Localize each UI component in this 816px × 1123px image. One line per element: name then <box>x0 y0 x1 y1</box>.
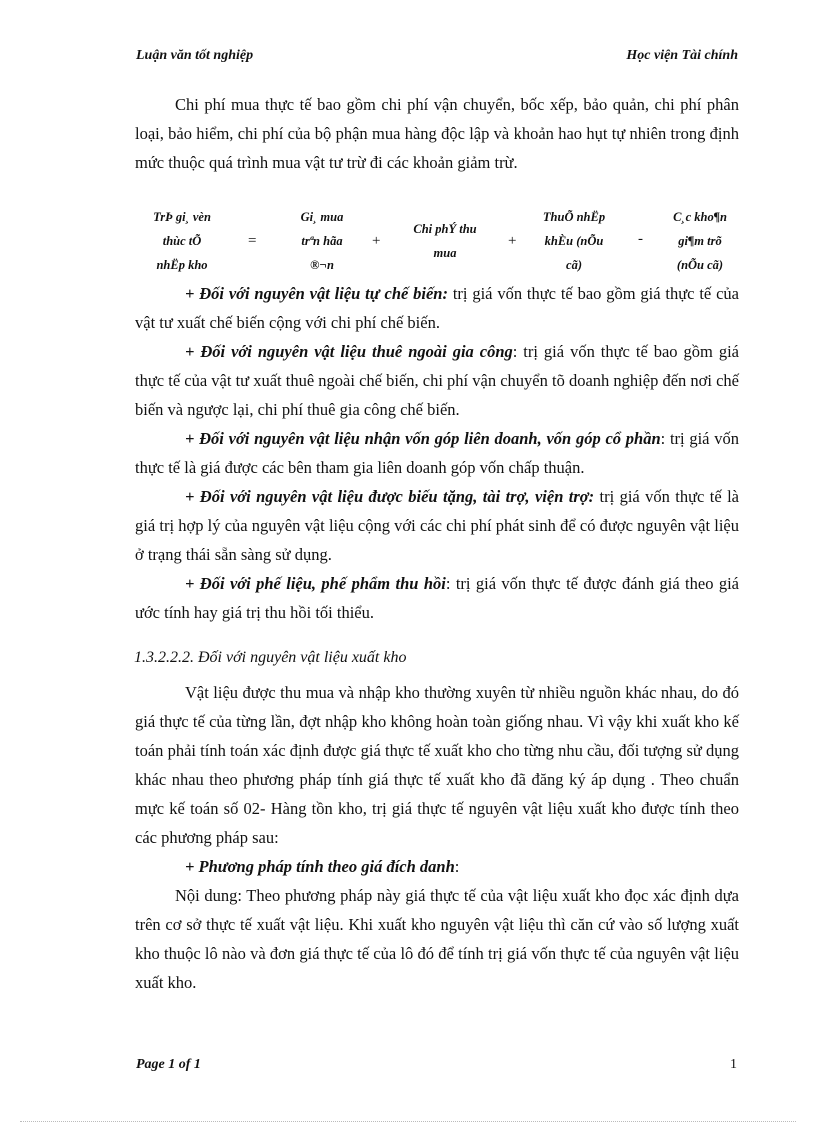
valuation-items <box>135 279 739 627</box>
item-self-processed: + Đối với nguyên vật liệu tự chế biến: trị giá vốn thực tế bao gồm giá thực tế của vật tư xuất chế biến cộng với chi phí chế biến. <box>135 284 739 332</box>
page-header <box>136 48 738 70</box>
formula-plus-2: + <box>508 233 517 249</box>
valuation-formula <box>132 205 742 277</box>
item-scrap: + Đối với phế liệu, phế phẩm thu hồi: trị giá vốn thực tế được đánh giá theo giá ước tính hay giá trị thu hồi tối thiểu. <box>135 574 740 622</box>
footer-page-number: 1 <box>730 1057 737 1072</box>
paragraph-method-content: Nội dung: Theo phương pháp này giá thực tế của vật liệu xuất kho đọc xác định dựa trên cơ sở thực tế xuất vật liệu. Khi xuất kho nguyên vật liệu thì căn cứ vào số lượng xuất kho thuộc lô nào và đơn giá thực tế của lô đó để tính trị giá vốn thực tế của nguyên vật liệu xuất kho. <box>135 886 739 992</box>
intro-block <box>135 90 739 177</box>
formula-term-2: Gi¸ mua trªn hãa ®¬n <box>300 210 344 272</box>
page-border <box>20 1121 796 1122</box>
formula-term-4: ThuÕ nhËp khÈu (nÕu cã) <box>542 210 606 272</box>
formula-term-3: Chi phÝ thu mua <box>413 222 477 260</box>
formula-term-5: C¸c kho¶n gi¶m trõ (nÕu cã) <box>673 210 727 272</box>
method-heading: + Phương pháp tính theo giá đích danh: <box>185 857 460 876</box>
formula-equals: = <box>248 233 257 249</box>
section-subheading: 1.3.2.2.2. Đối với nguyên vật liệu xuất kho <box>134 649 407 666</box>
formula-term-1: TrÞ gi¸ vèn thùc tÕ nhËp kho <box>153 210 211 272</box>
item-donated: + Đối với nguyên vật liệu được biếu tặng, tài trợ, viện trợ: trị giá vốn thực tế là giá trị hợp lý của nguyên vật liệu cộng với các chi phí phát sinh để có được nguyên vật liệu ở trạng thái sẵn sàng sử dụng. <box>135 487 739 564</box>
header-left: Luận văn tốt nghiệp <box>136 48 254 63</box>
formula-plus-1: + <box>372 233 381 249</box>
paragraph-issue-pricing: Vật liệu được thu mua và nhập kho thường xuyên từ nhiều nguồn khác nhau, do đó giá thực tế của từng lần, đợt nhập kho không hoàn toàn giống nhau. Vì vậy khi xuất kho kế toán phải tính toán xác định được giá thực tế xuất kho cho từng nhu cầu, đối tượng sử dụng khác nhau theo phương pháp tính giá thực tế xuất kho đã đăng ký áp dụng . Theo chuẩn mực kế toán số 02- Hàng tồn kho, trị giá thực tế nguyên vật liệu xuất kho được tính theo các phương pháp sau: <box>135 683 739 847</box>
item-outsourced: + Đối với nguyên vật liệu thuê ngoài gia công: trị giá vốn thực tế bao gồm giá thực tế của vật tư xuất thuê ngoài chế biến, chi phí vận chuyển tõ doanh nghiệp đến nơi chế biến và ngược lại, chi phí thuê gia công chế biến. <box>135 342 739 419</box>
paragraph-purchase-cost: Chi phí mua thực tế bao gồm chi phí vận chuyển, bốc xếp, bảo quản, chi phí phân loại, bảo hiểm, chi phí của bộ phận mua hàng độc lập và khoản hao hụt tự nhiên trong định mức thuộc quá trình mua vật tư trừ đi các khoản giảm trừ. <box>135 95 739 172</box>
item-joint-venture: + Đối với nguyên vật liệu nhận vốn góp liên doanh, vốn góp cổ phần: trị giá vốn thực tế là giá được các bên tham gia liên doanh góp vốn chấp thuận. <box>135 429 739 477</box>
issue-block <box>135 678 739 997</box>
header-right: Học viện Tài chính <box>626 48 738 63</box>
formula-minus: - <box>638 231 643 247</box>
footer-page-info: Page 1 of 1 <box>136 1057 201 1072</box>
